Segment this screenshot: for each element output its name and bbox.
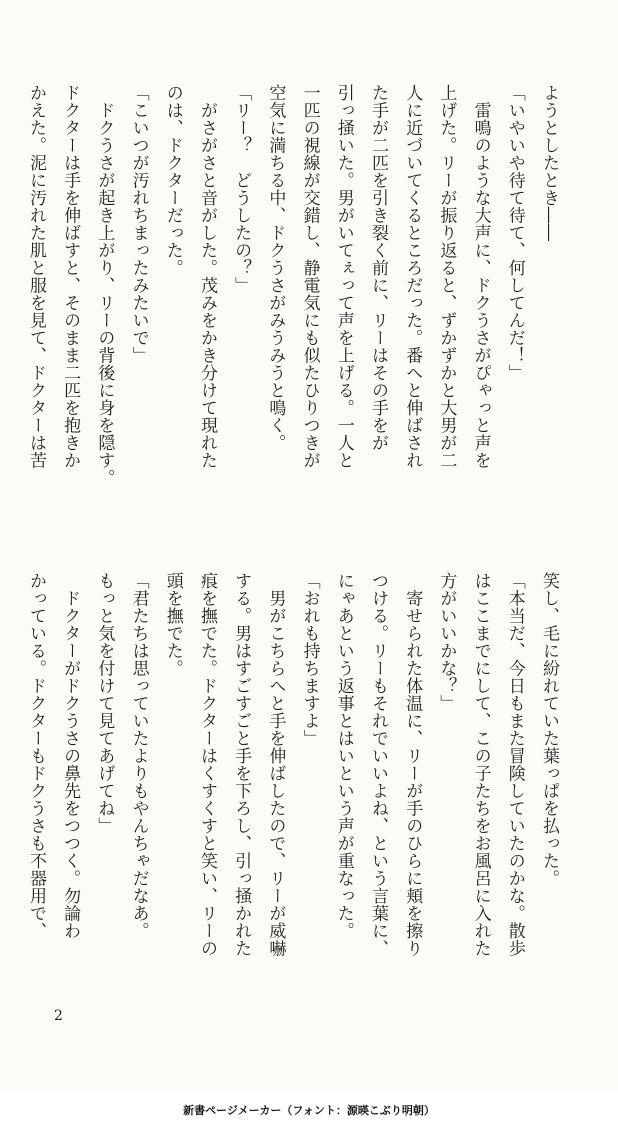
text-line: かっている。ドクターもドクうさも不器用で、 [25,572,46,940]
text-line: 頭を撫でた。 [162,572,183,677]
text-line: 痕を撫でた。ドクターはくすくすと笑い、リーの [196,572,217,957]
text-line: ドクうさが起き上がり、リーの背後に身を隠す。 [94,84,115,487]
text-line: 一匹の視線が交錯し、静電気にも似たひりつきが [299,84,320,469]
text-line: 男がこちらへと手を伸ばしたので、リーが威嚇 [265,572,286,957]
text-line: にゃあという返事とはいという声が重なった。 [333,572,354,940]
text-line: 雷鳴のような大声に、ドクうさがぴゃっと声を [470,84,491,469]
text-line: もっと気を付けて見てあげてね」 [94,572,115,835]
text-line: する。男はすごすごと手を下ろし、引っ掻かれた [231,572,252,957]
text-line: 方がいいかな？」 [436,572,457,712]
text-line: 「おれも持ちますよ」 [299,572,320,747]
text-line: かえた。泥に汚れた肌と服を見て、ドクターは苦 [25,84,46,469]
text-block-bottom [25,572,566,1002]
text-line: 笑し、毛に紛れていた葉っぱを払った。 [539,572,559,887]
text-line: ドクターは手を伸ばすと、そのまま二匹を抱きか [60,84,81,469]
text-line: 人に近づいてくるところだった。番へと伸ばされ [402,84,423,469]
text-line: ドクターがドクうさの鼻先をつつく。勿論わ [60,572,81,940]
text-line: がさがさと音がした。茂みをかき分けて現れた [196,84,217,469]
text-line: 「リー？ どうしたの？」 [231,84,252,294]
text-line: 「いやいや待て待て、何してんだ！」 [504,84,525,382]
footer-credit: 新書ページメーカー（フォント：源暎こぶり明朝） [0,1090,618,1132]
text-line: 「本当だ、今日もまた冒険していたのかな。散歩 [504,572,525,957]
text-line: はここまでにして、この子たちをお風呂に入れた [470,572,491,957]
page-number: 2 [54,1008,63,1024]
text-line: 寄せられた体温に、リーが手のひらに頬を擦り [402,572,423,957]
text-block-top [25,84,566,514]
text-line: ようとしたとき―― [539,84,559,242]
text-line: 上げた。リーが振り返ると、ずかずかと大男が二 [436,84,457,469]
text-line: のは、ドクターだった。 [162,84,183,277]
text-line: 「こいつが汚れちまったみたいで」 [128,84,149,364]
text-line: つける。リーもそれでいいよね、という言葉に、 [367,572,388,957]
text-line: 「君たちは思っていたよりもやんちゃだなあ。 [128,572,149,940]
text-line: た手が二匹を引き裂く前に、リーはその手をが [367,84,388,452]
text-line: 空気に満ちる中、ドクうさがみうみうと鳴く。 [265,84,286,452]
text-line: 引っ掻いた。男がいてぇって声を上げる。一人と [333,84,354,469]
